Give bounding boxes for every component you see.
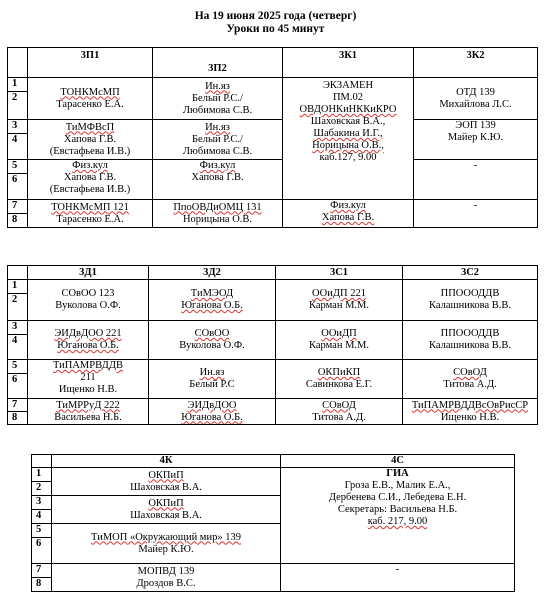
lesson-number: 1 — [8, 78, 28, 92]
lesson-cell — [28, 78, 153, 120]
teacher-name: Тарасенко Е.А. — [56, 213, 124, 225]
table-corner — [32, 455, 52, 468]
lesson-number: 2 — [8, 294, 28, 321]
teacher-name: Белый Р.С./ — [192, 133, 243, 145]
lesson-cell — [28, 360, 149, 399]
exam-room-time: каб.127, 9.00 — [319, 152, 377, 163]
teacher-name: Калашникова В.В. — [428, 340, 512, 351]
schedule-date-title: На 19 июня 2025 года (четверг) — [194, 10, 357, 22]
subject-name: Физ.кул — [72, 160, 108, 171]
lesson-number: 5 — [8, 160, 28, 174]
lesson-cell — [281, 564, 515, 592]
lesson-cell — [52, 564, 281, 592]
group-header: 4К — [52, 455, 281, 468]
lesson-number: 8 — [8, 412, 28, 425]
subject-name: ППОООДДВ — [440, 288, 500, 299]
table-corner — [8, 48, 28, 78]
subject-name: ОКПиП — [148, 497, 184, 509]
teacher-name: Хапова Г.В. — [191, 172, 244, 183]
exam-module: ПМ.02 — [332, 92, 364, 103]
teacher-name: Юганова О.Б. — [181, 411, 243, 423]
teacher-name: Тарасенко Е.А. — [56, 98, 124, 110]
lesson-cell — [414, 200, 538, 228]
subject-name: Физ.кул — [199, 160, 236, 171]
teacher-name: Михайлова Л.С. — [439, 98, 512, 110]
lesson-cell — [403, 321, 538, 360]
subject-name: СОвОД — [453, 367, 487, 378]
lesson-number: 6 — [8, 174, 28, 200]
exam-cell — [283, 78, 414, 200]
subject-name: СОвОО 123 — [61, 288, 115, 299]
subject-name: ТиМЭОД — [190, 288, 234, 299]
teacher-name: Титова А.Д. — [443, 379, 497, 390]
gia-commission: Дербенева С.И., Лебедева Е.Н. — [328, 492, 467, 503]
empty-lesson-dash: - — [395, 564, 400, 575]
lesson-cell — [149, 360, 276, 399]
subject-name — [54, 532, 278, 544]
gia-secretary: Секретарь: Васильева Н.Б. — [337, 504, 458, 515]
group-header: 3Д1 — [28, 266, 149, 280]
lesson-number: 2 — [8, 92, 28, 120]
room-number: 211 — [80, 372, 96, 383]
group-header: 3К1 — [283, 48, 414, 78]
exam-subject: ОВДОНКиНККиКРО — [299, 104, 397, 115]
teacher-name: (Евстафьева И.В.) — [49, 145, 131, 157]
lesson-number: 7 — [8, 200, 28, 214]
subject-name: Физ.кул — [330, 200, 366, 211]
table-corner — [8, 266, 28, 280]
empty-lesson-dash: - — [473, 160, 478, 171]
teacher-name: Любимова С.В. — [182, 145, 253, 157]
lesson-cell — [403, 360, 538, 399]
subject-name: ТОНКМсМП 121 — [51, 201, 129, 213]
subject-name: ПпоОВДиОМЦ 131 — [173, 201, 262, 213]
teacher-name: Вуколова О.Ф. — [55, 300, 121, 311]
lesson-cell — [403, 399, 538, 425]
teacher-name: Хапова Г.В. — [321, 212, 375, 223]
lesson-cell — [28, 120, 153, 160]
teacher-name: Дроздов В.С. — [136, 577, 196, 589]
examiner-name: Шабакина И.Г., — [313, 128, 383, 139]
lesson-number: 5 — [32, 524, 52, 538]
lesson-number: 5 — [8, 360, 28, 374]
group-header: 3Д2 — [149, 266, 276, 280]
teacher-name: Хапова Г.В. — [63, 172, 117, 183]
gia-room-time: каб. 217, 9.00 — [367, 516, 428, 527]
lesson-cell — [28, 160, 153, 200]
lesson-number: 1 — [32, 468, 52, 482]
lesson-cell — [28, 399, 149, 425]
lesson-cell — [149, 399, 276, 425]
teacher-name: Савинкова Е.Г. — [305, 379, 373, 390]
lesson-number: 4 — [32, 510, 52, 524]
subject-name: ОТД 139 — [456, 86, 495, 98]
lesson-number: 4 — [8, 134, 28, 160]
lesson-cell — [414, 120, 538, 160]
lesson-duration-note: Уроки по 45 минут — [226, 23, 325, 35]
group-header: 3К2 — [414, 48, 538, 78]
subject-name-part: ТиМОП «Окружающий мир» 139 — [91, 531, 241, 543]
lesson-cell — [276, 360, 403, 399]
subject-name: ТиПАМРВДДВсОвРисСР — [411, 399, 529, 411]
lesson-cell — [28, 321, 149, 360]
lesson-number: 3 — [8, 321, 28, 335]
gia-title: ГИА — [386, 468, 409, 479]
teacher-name: Любимова С.В. — [182, 104, 253, 116]
group-header: 3С2 — [403, 266, 538, 280]
lesson-cell — [149, 280, 276, 321]
subject-name: СОвОО — [194, 328, 230, 339]
subject-name: Ин.яз — [205, 80, 230, 92]
schedule-table-4k-4s — [31, 454, 515, 592]
lesson-number: 4 — [8, 335, 28, 360]
subject-name: ООиДП — [321, 328, 357, 339]
teacher-name: Норицына О.В. — [182, 213, 253, 225]
teacher-name: Васильева Н.Б. — [54, 411, 122, 423]
lesson-number: 8 — [8, 214, 28, 228]
lesson-number: 2 — [32, 482, 52, 496]
group-header: 3П2 — [153, 48, 283, 78]
subject-name: ТОНКМсМП — [60, 86, 120, 98]
lesson-cell — [28, 200, 153, 228]
subject-name: Ин.яз — [205, 121, 230, 133]
subject-name: ТиМФВсП — [65, 121, 115, 133]
subject-name: ЭОП 139 — [455, 120, 496, 131]
teacher-name: Ищенко Н.В. — [440, 411, 500, 423]
teacher-name: Белый Р.С — [189, 379, 235, 390]
lesson-cell — [52, 524, 281, 564]
teacher-name: (Евстафьева И.В.) — [49, 184, 131, 195]
teacher-name: Ищенко Н.В. — [58, 384, 118, 395]
lesson-number: 6 — [8, 374, 28, 399]
lesson-cell — [153, 160, 283, 200]
lesson-cell — [153, 200, 283, 228]
teacher-name: Юганова О.Б. — [181, 300, 243, 311]
subject-name: ТиПАМРВДДВ — [52, 360, 124, 371]
subject-name: ППОООДДВ — [440, 328, 500, 339]
subject-name: ЭИДвДОО — [187, 399, 237, 411]
lesson-number: 8 — [32, 578, 52, 592]
teacher-name: Шаховская В.А. — [130, 509, 202, 521]
teacher-name: Титова А.Д. — [312, 411, 366, 423]
lesson-cell — [149, 321, 276, 360]
lesson-cell — [276, 321, 403, 360]
schedule-table-3d-3s — [7, 265, 538, 425]
lesson-cell — [153, 120, 283, 160]
lesson-number: 3 — [32, 496, 52, 510]
subject-name: МОПВД 139 — [137, 565, 195, 577]
lesson-cell — [283, 200, 414, 228]
teacher-name: Майер К.Ю. — [138, 543, 194, 555]
lesson-cell — [414, 78, 538, 120]
teacher-name: Шаховская В.А. — [130, 481, 202, 493]
subject-name: Ин.яз — [199, 367, 225, 378]
lesson-number: 6 — [32, 538, 52, 564]
teacher-name: Калашникова В.В. — [428, 300, 512, 311]
lesson-cell — [28, 280, 149, 321]
teacher-name: Хапова Г.В. — [63, 133, 117, 145]
subject-name: ООиДП 221 — [312, 288, 366, 299]
subject-name: СОвОД — [322, 399, 356, 411]
lesson-cell — [276, 280, 403, 321]
teacher-name: Майер К.Ю. — [447, 132, 504, 143]
lesson-number: 7 — [8, 399, 28, 412]
group-header: 4С — [281, 455, 515, 468]
lesson-cell — [52, 468, 281, 496]
subject-name: ОКПиП — [148, 469, 184, 481]
schedule-table-3p-3k — [7, 47, 538, 228]
lesson-number: 7 — [32, 564, 52, 578]
lesson-cell — [403, 280, 538, 321]
teacher-name: Вуколова О.Ф. — [179, 340, 245, 351]
lesson-cell — [276, 399, 403, 425]
exam-title: ЭКЗАМЕН — [322, 80, 374, 91]
gia-cell — [281, 468, 515, 564]
teacher-name: Юганова О.Б. — [57, 340, 119, 351]
lesson-cell — [52, 496, 281, 524]
subject-name: ОКПиКП — [317, 367, 361, 378]
lesson-number: 1 — [8, 280, 28, 294]
teacher-name: Карман М.М. — [308, 340, 370, 351]
lesson-cell — [414, 160, 538, 200]
subject-name: ТиМРРуД 222 — [56, 399, 120, 411]
teacher-name: Белый Р.С./ — [192, 92, 243, 104]
gia-commission: Гроза Е.В., Малик Е.А., — [344, 480, 451, 491]
group-header: 3С1 — [276, 266, 403, 280]
lesson-cell — [153, 78, 283, 120]
empty-lesson-dash: - — [473, 200, 478, 211]
examiner-name: Шаховская В.А., — [310, 116, 386, 127]
group-header: 3П1 — [28, 48, 153, 78]
teacher-name: Карман М.М. — [308, 300, 370, 311]
examiner-name: Норицына О.В., — [312, 140, 384, 151]
lesson-number: 3 — [8, 120, 28, 134]
subject-name: ЭИДвДОО 221 — [54, 328, 122, 339]
